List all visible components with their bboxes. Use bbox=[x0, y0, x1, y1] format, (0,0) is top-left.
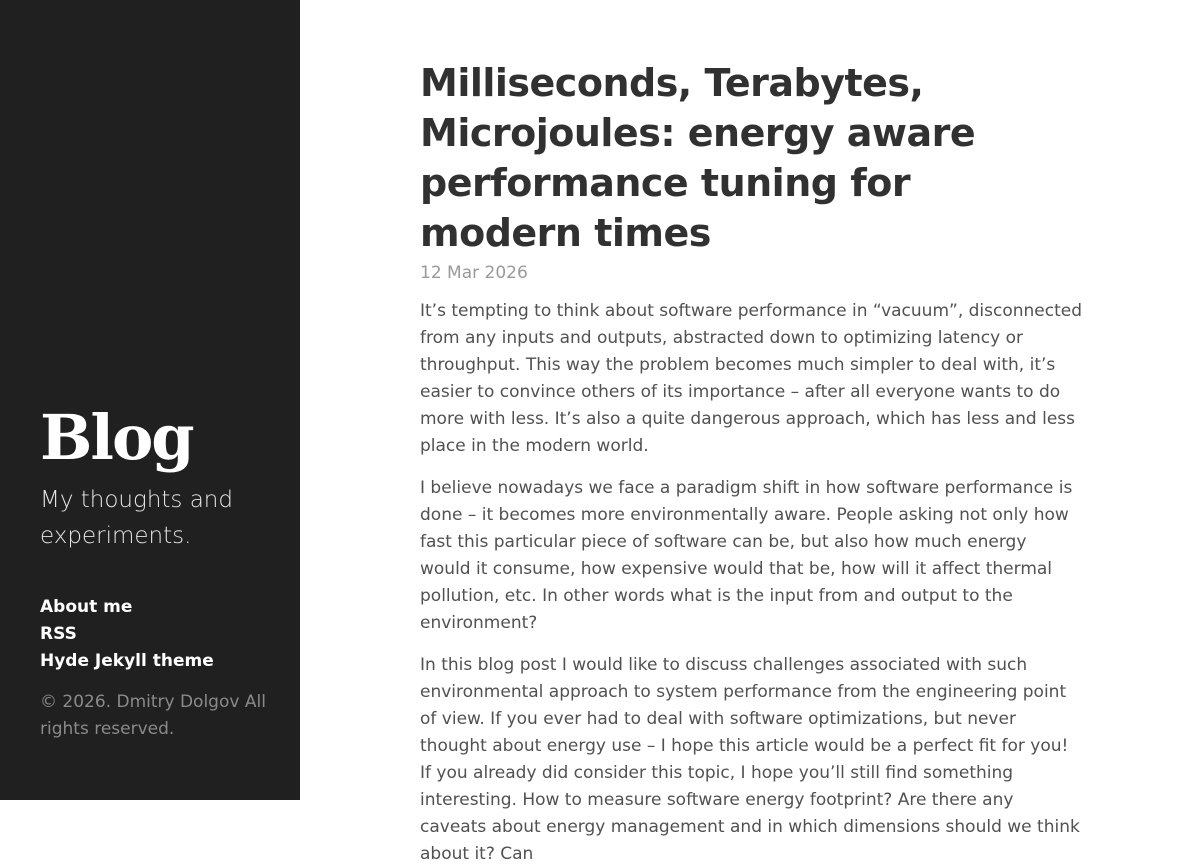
nav-about-me-link[interactable]: About me bbox=[40, 597, 133, 617]
blog-brand-link[interactable]: Blog bbox=[40, 401, 193, 474]
sidebar-nav bbox=[40, 594, 270, 675]
post-content bbox=[420, 58, 1082, 868]
post-paragraph: I believe nowadays we face a paradigm shift in how software performance is done – it becomes more environmentally aware. People asking not only how fast this particular piece of software can be, but also how much energy would it consume, how expensive would that be, how will it affect thermal pollution, etc. In other words what is the input from and output to the environment? bbox=[420, 478, 1073, 633]
nav-rss-link[interactable]: RSS bbox=[40, 624, 77, 644]
copyright-text: © 2026. Dmitry Dolgov All rights reserved. bbox=[40, 692, 266, 739]
post-paragraph: It’s tempting to think about software performance in “vacuum”, disconnected from any inputs and outputs, abstracted down to optimizing latency or throughput. This way the problem becomes much simpler to deal with, it’s easier to convince others of its importance – after all everyone wants to do more with less. It’s also a quite dangerous approach, which has less and less place in the modern world. bbox=[420, 301, 1083, 456]
sidebar-content bbox=[40, 398, 270, 743]
post-title: Milliseconds, Terabytes, Microjoules: energy aware performance tuning for modern times bbox=[420, 61, 976, 255]
nav-hyde-theme-link[interactable]: Hyde Jekyll theme bbox=[40, 651, 214, 671]
sidebar bbox=[0, 0, 300, 800]
post-paragraph: In this blog post I would like to discuss challenges associated with such environmental approach to system performance from the engineering point of view. If you ever had to deal with software optimizations, but never thought about energy use – I hope this article would be a perfect fit for you! If you already did consider this topic, I hope you’ll still find something interesting. How to measure software energy footprint? Are there any caveats about energy management and in which dimensions should we think about it? Can bbox=[420, 655, 1080, 864]
post-date: 12 Mar 2026 bbox=[420, 263, 528, 283]
blog-tagline: My thoughts and experiments. bbox=[40, 487, 233, 549]
post-body bbox=[420, 298, 1082, 868]
